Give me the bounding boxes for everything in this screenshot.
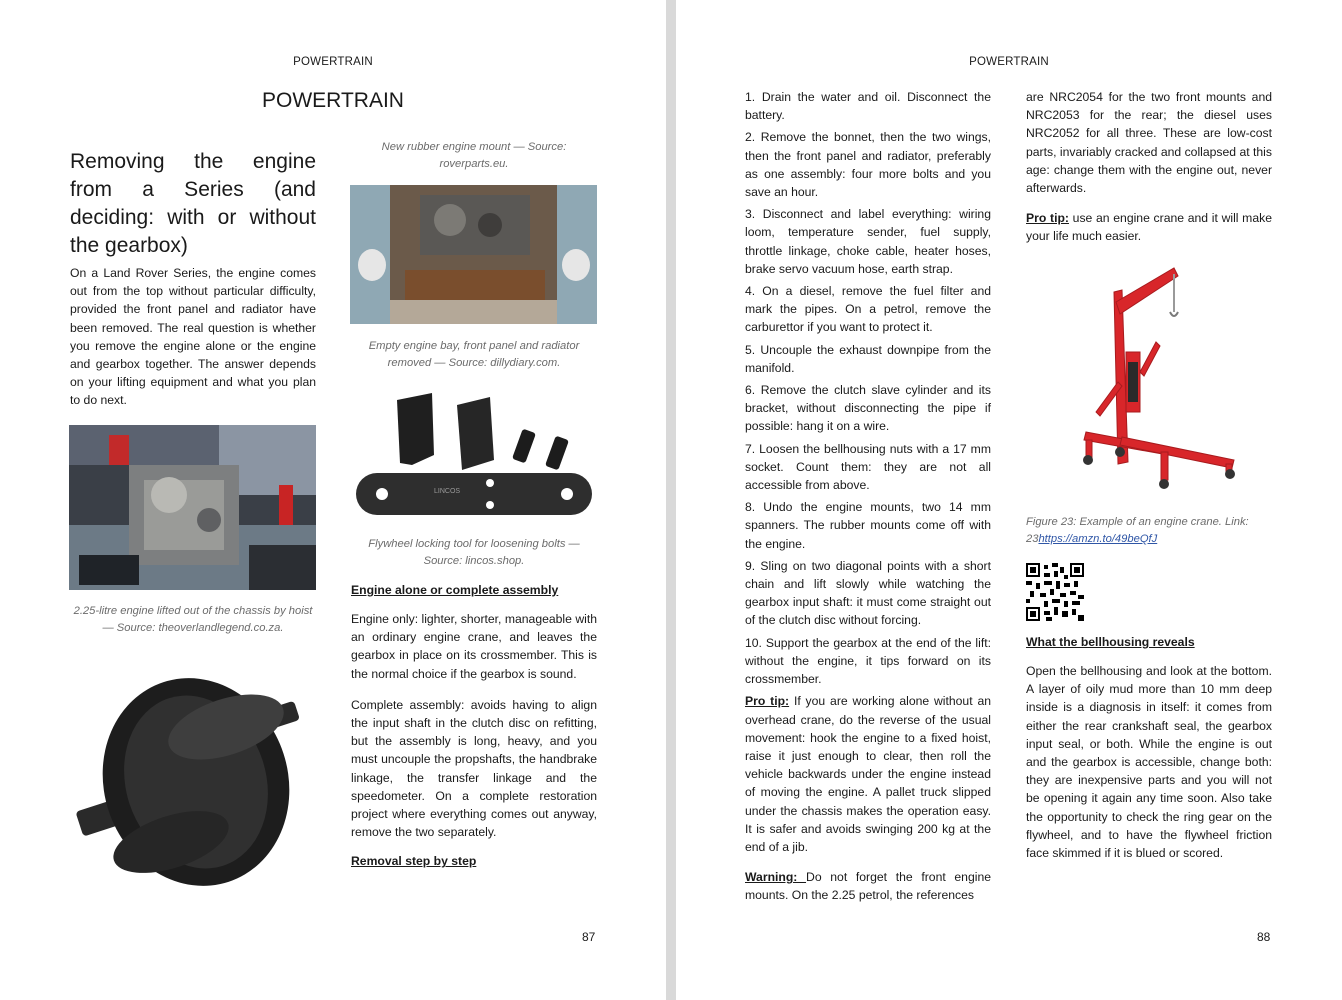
engine-bay-caption: Empty engine bay, front panel and radiator removed — Source: dillydiary.com. (368, 340, 580, 369)
step-9: 9. Sling on two diagonal points with a short chain and lift slowly while watching the gearbox input shaft: it must come straight out of the clutch disc without forcing. (745, 558, 991, 628)
rubber-mount-photo (76, 652, 302, 900)
engine-lifted-caption-box (70, 603, 316, 637)
step-8: 8. Undo the engine mounts, two 14 mm spanners. The rubber mounts come off with the engine. (745, 500, 991, 551)
complete-assembly-paragraph: Complete assembly: avoids having to align the input shaft in the clutch disc on refitting, but the assembly is long, heavy, and you must uncouple the propshafts, the handbrake linkage, the transfer linkage and the speedometer. On a complete restoration project where everything comes out anyway, remove the two separately. (351, 697, 597, 840)
figure-caption-text: Figure 23: Example of an engine crane. Link: 23 (1026, 516, 1249, 545)
mounts-continued: are NRC2054 for the two front mounts and NRC2053 for the rear; the diesel uses NRC2052 for all three. These are low-cost parts, invariably cracked and collapsed at this age: change them with the engine out, never afterwards. (1026, 90, 1272, 196)
figure-caption (1026, 514, 1272, 548)
figure-caption-box (1026, 514, 1272, 548)
step-10: 10. Support the gearbox at the end of the lift: without the engine, it tips forward on its crossmember. (745, 635, 991, 687)
engine-bay-photo (350, 185, 597, 324)
bellhousing-section (1026, 635, 1272, 862)
flywheel-tool-caption: Flywheel locking tool for loosening bolts — Source: lincos.shop. (368, 538, 580, 567)
left-column (70, 148, 316, 410)
bellhousing-paragraph: Open the bellhousing and look at the bottom. A layer of oily mud more than 10 mm deep inside is a diagnosis in itself: it comes from either the rear crankshaft seal, the gearbox input seal, or both. While the engine is out and the gearbox is accessible, change both: they are inexpensive parts and you will not be opening it again any time soon. Also take the opportunity to check the ring gear on the flywheel, and to have the flywheel friction face skimmed if it is blued or scored. (1026, 664, 1272, 861)
figure-link[interactable]: https://amzn.to/49beQfJ (1038, 533, 1158, 545)
engine-lifted-caption: 2.25-litre engine lifted out of the chassis by hoist — Source: theoverlandlegend.co.za. (73, 605, 313, 634)
warning-label: Warning: (745, 870, 807, 885)
running-head: POWERTRAIN (969, 56, 1049, 68)
step-7: 7. Loosen the bellhousing nuts with a 17 mm socket. Count them: they are not all accessible from above. (745, 441, 991, 493)
chapter-title: POWERTRAIN (262, 89, 404, 112)
right-column-text (351, 583, 597, 868)
qr-code-icon[interactable] (1026, 563, 1084, 621)
page-88 (676, 0, 1342, 1000)
mount-caption: New rubber engine mount — Source: roverparts.eu. (381, 141, 567, 170)
warning-text: Do not forget the front engine mounts. On the 2.25 petrol, the references (745, 870, 991, 903)
flywheel-tool-caption-box (351, 536, 597, 570)
pro-tip-2-text: use an engine crane and it will make your life much easier. (1026, 211, 1272, 244)
page-87 (0, 0, 666, 1000)
subhead-steps: Removal step by step (351, 854, 477, 869)
intro-paragraph: On a Land Rover Series, the engine comes out from the top without particular difficulty, provided the front panel and radiator have been removed. The real question is whether you remove the engine alone or the engine and gearbox together. The answer depends on your lifting equipment and what you plan to do next. (70, 266, 316, 408)
warning (745, 868, 991, 904)
pro-tip-1-label: Pro tip: (745, 694, 790, 709)
step-4: 4. On a diesel, remove the fuel filter and mark the pipes. On a petrol, remove the carburettor if you want to protect it. (745, 284, 991, 335)
mount-caption-box (351, 139, 597, 173)
step-2: 2. Remove the bonnet, then the two wings, then the front panel and radiator, preferably as one assembly: four more bolts and you save an hour. (745, 130, 991, 200)
pro-tip-1-text: If you are working alone without an overhead crane, do the reverse of the usual movement: hook the engine to a fixed hoist, raise it just enough to clear, then roll the vehicle backwards under the engine instead of moving the engine. A pallet truck slipped under the chassis makes the operation easy. It is safer and avoids swinging 200 kg at the end of a jib. (745, 694, 991, 854)
right-column (1026, 88, 1272, 246)
pro-tip-2-label: Pro tip: (1026, 211, 1069, 226)
flywheel-tool-photo (352, 385, 595, 520)
engine-crane-image (1056, 262, 1246, 492)
engine-lifted-photo (69, 425, 316, 590)
page-number: 88 (1257, 930, 1271, 944)
section-title: Removing the engine from a Series (and deciding: with or without the gearbox) (70, 150, 316, 257)
step-1: 1. Drain the water and oil. Disconnect the battery. (745, 90, 991, 123)
pro-tip-2 (1026, 209, 1272, 245)
step-5: 5. Uncouple the exhaust downpipe from the manifold. (745, 342, 991, 375)
tool-logo: LINCOS (434, 488, 461, 495)
engine-bay-caption-box (351, 338, 597, 372)
step-3: 3. Disconnect and label everything: wiring loom, temperature sender, fuel supply, throttle linkage, choke cable, heater hoses, brake servo vacuum hose, earth strap. (745, 207, 991, 276)
subhead-bellhousing: What the bellhousing reveals (1026, 635, 1195, 649)
steps-column (745, 88, 991, 909)
page-number: 87 (582, 930, 596, 944)
running-head: POWERTRAIN (293, 56, 373, 68)
subhead-choice: Engine alone or complete assembly (351, 583, 559, 597)
step-6: 6. Remove the clutch slave cylinder and its bracket, without disconnecting the pipe if possible: hang it on a wire. (745, 383, 991, 434)
engine-only-paragraph: Engine only: lighter, shorter, manageable with an ordinary engine crane, and leaves the gearbox in place on its crossmember. This is the normal choice if the gearbox is sound. (351, 612, 597, 681)
pro-tip-1 (745, 692, 991, 856)
